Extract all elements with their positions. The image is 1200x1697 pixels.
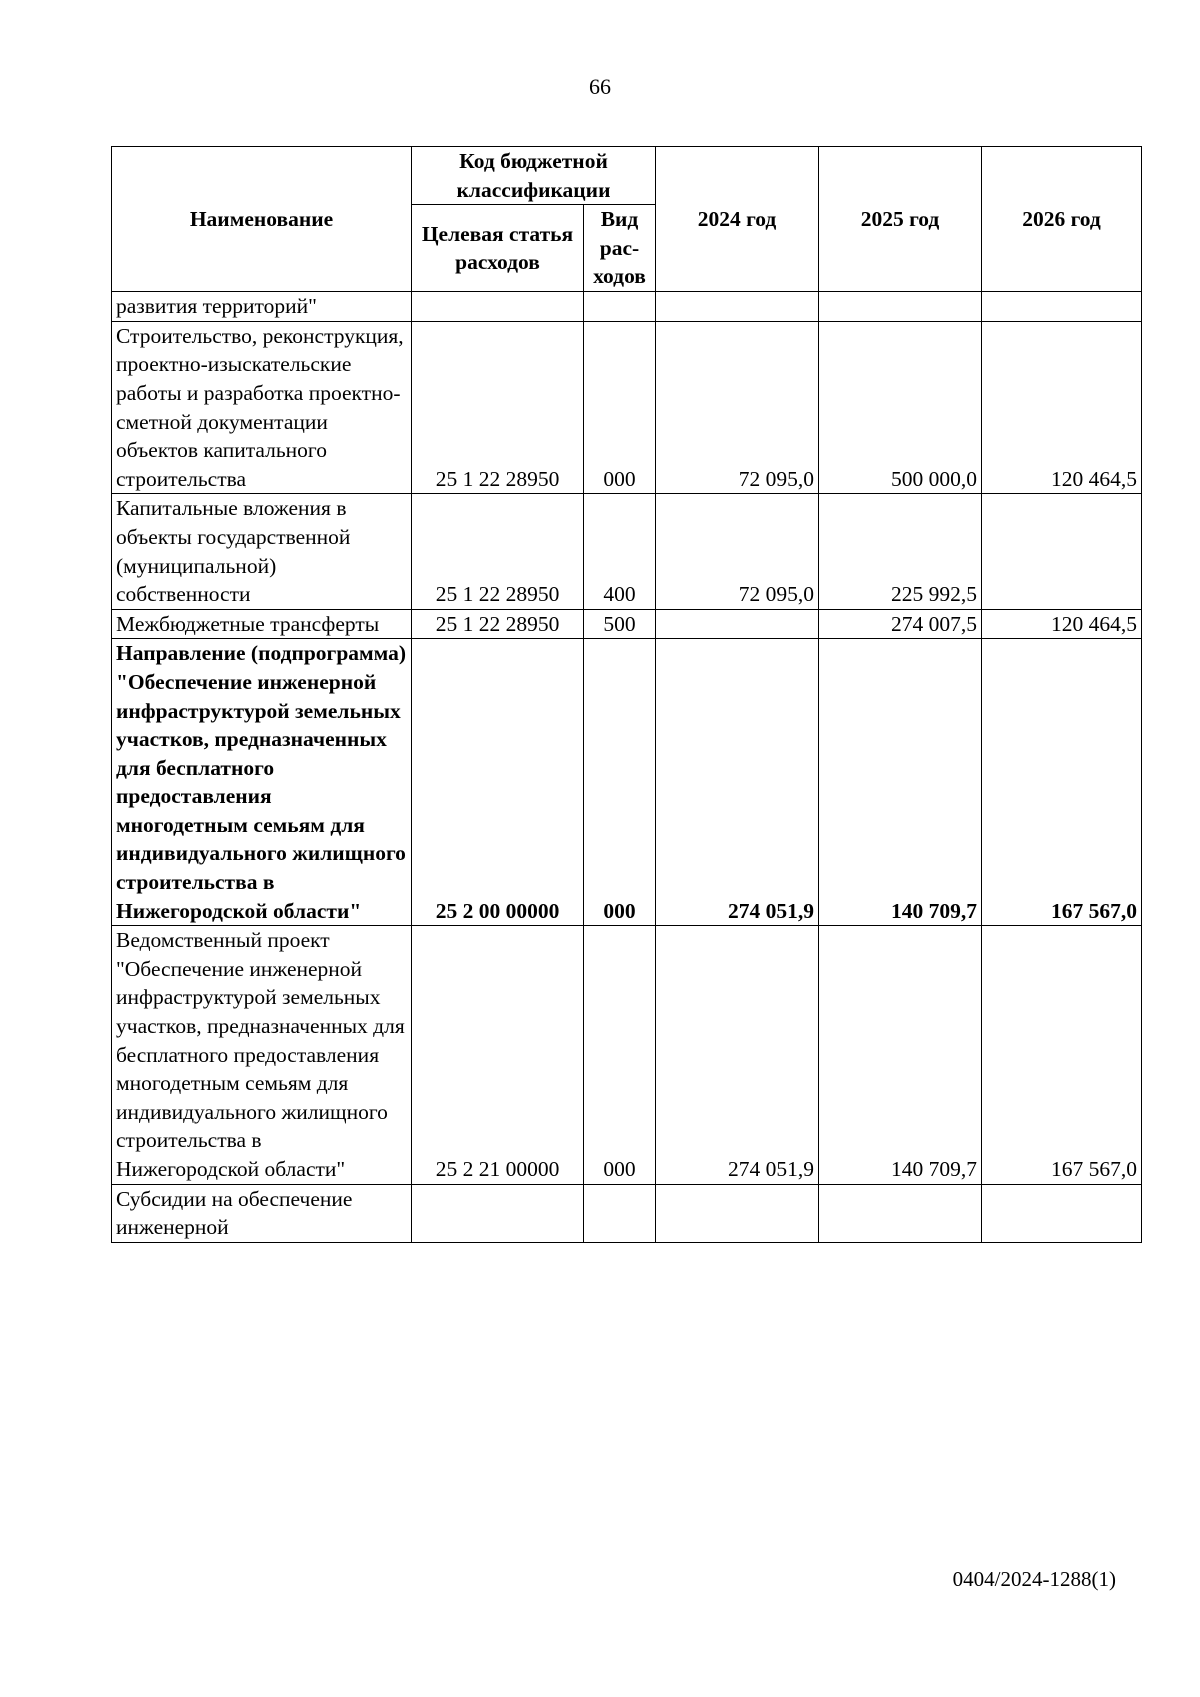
row-2026: 167 567,0: [982, 926, 1142, 1184]
header-name: Наименование: [112, 147, 412, 292]
table-row: [112, 926, 1142, 1184]
table-row: [112, 494, 1142, 609]
row-2024: 72 095,0: [656, 494, 819, 609]
row-2025: 274 007,5: [819, 609, 982, 639]
row-code: [412, 292, 584, 322]
row-name: Направление (подпрограмма) "Обеспечение инженерной инфраструктурой земельных участков, предназначенных для бесплатного предоставления многодетным семьям для индивидуального жилищного строительства в Нижегородской области": [112, 639, 412, 926]
row-2026: [982, 292, 1142, 322]
budget-table: [111, 146, 1142, 1243]
row-2025: 225 992,5: [819, 494, 982, 609]
header-2025: 2025 год: [819, 147, 982, 292]
row-kind: [584, 292, 656, 322]
row-2025: [819, 1184, 982, 1242]
row-kind: 500: [584, 609, 656, 639]
row-2026: 167 567,0: [982, 639, 1142, 926]
document-id: 0404/2024-1288(1): [952, 1567, 1116, 1591]
row-kind: 000: [584, 926, 656, 1184]
row-code: 25 1 22 28950: [412, 321, 584, 494]
header-target-article: Целевая статья расходов: [412, 205, 584, 292]
row-kind: 400: [584, 494, 656, 609]
page-number: 66: [589, 74, 611, 99]
table-row: [112, 321, 1142, 494]
row-name: Субсидии на обеспечение инженерной: [112, 1184, 412, 1242]
row-2026: 120 464,5: [982, 321, 1142, 494]
row-2026: 120 464,5: [982, 609, 1142, 639]
row-2024: [656, 1184, 819, 1242]
row-code: 25 2 21 00000: [412, 926, 584, 1184]
row-2025: 140 709,7: [819, 926, 982, 1184]
row-name: Капитальные вложения в объекты государственной (муниципальной) собственности: [112, 494, 412, 609]
row-kind: 000: [584, 639, 656, 926]
row-2026: [982, 494, 1142, 609]
row-name: развития территорий": [112, 292, 412, 322]
row-2024: 274 051,9: [656, 639, 819, 926]
row-code: 25 1 22 28950: [412, 609, 584, 639]
header-expense-type: Вид рас-ходов: [584, 205, 656, 292]
row-code: 25 2 00 00000: [412, 639, 584, 926]
table-row: [112, 639, 1142, 926]
row-name: Строительство, реконструкция, проектно-изыскательские работы и разработка проектно-сметной документации объектов капитального строительства: [112, 321, 412, 494]
row-2024: [656, 292, 819, 322]
row-name: Межбюджетные трансферты: [112, 609, 412, 639]
table-row: [112, 609, 1142, 639]
row-2025: 140 709,7: [819, 639, 982, 926]
row-kind: [584, 1184, 656, 1242]
row-code: [412, 1184, 584, 1242]
table-row: [112, 1184, 1142, 1242]
row-2025: 500 000,0: [819, 321, 982, 494]
row-2024: 72 095,0: [656, 321, 819, 494]
row-2024: [656, 609, 819, 639]
header-2024: 2024 год: [656, 147, 819, 292]
header-budget-code: Код бюджетной классификации: [412, 147, 656, 205]
header-2026: 2026 год: [982, 147, 1142, 292]
row-name: Ведомственный проект "Обеспечение инженерной инфраструктурой земельных участков, предназначенных для бесплатного предоставления многодетным семьям для индивидуального жилищного строительства в Нижегородской области": [112, 926, 412, 1184]
row-2025: [819, 292, 982, 322]
row-2024: 274 051,9: [656, 926, 819, 1184]
row-2026: [982, 1184, 1142, 1242]
row-kind: 000: [584, 321, 656, 494]
table-row: [112, 292, 1142, 322]
row-code: 25 1 22 28950: [412, 494, 584, 609]
